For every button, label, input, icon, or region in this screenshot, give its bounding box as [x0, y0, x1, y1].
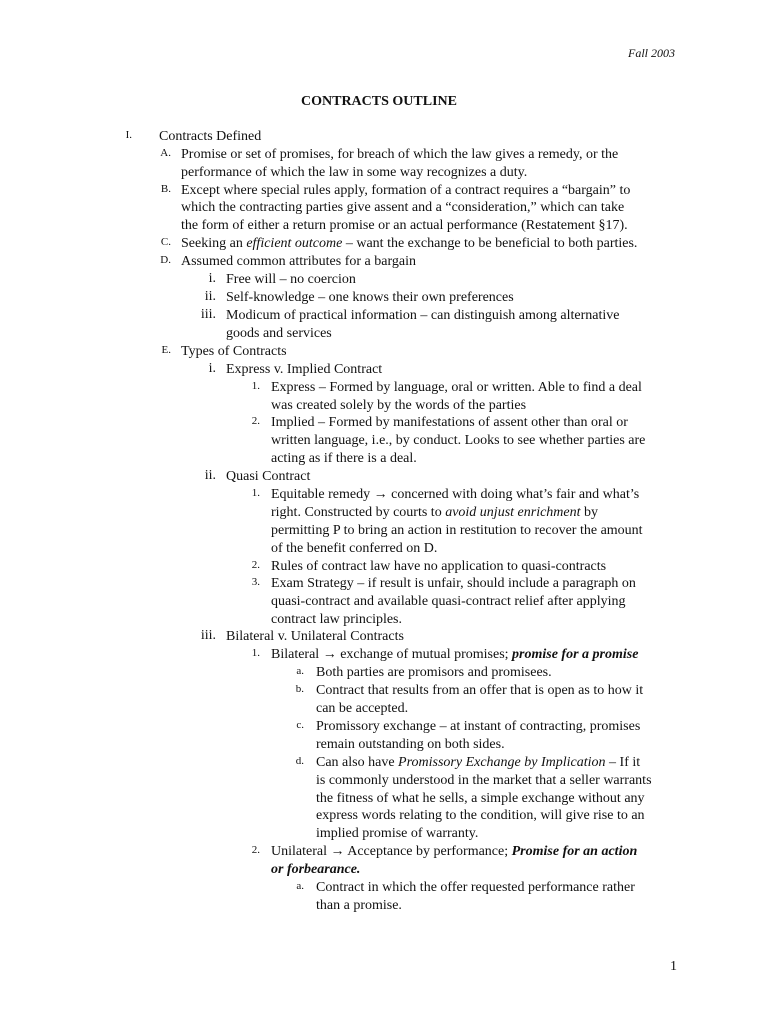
- outline-marker: ii.: [204, 468, 216, 483]
- outline-marker: 2.: [251, 844, 260, 856]
- outline-text: performance of which the law in some way recognizes a duty.: [181, 165, 528, 180]
- outline-text: Contracts Defined: [159, 129, 262, 144]
- outline-text: Rules of contract law have no application to quasi-contracts: [271, 559, 607, 574]
- outline-text: the form of either a return promise or an actual performance (Restatement §17).: [181, 218, 628, 233]
- outline-marker: a.: [296, 665, 304, 677]
- outline-text: Both parties are promisors and promisees.: [316, 665, 552, 680]
- outline-line: [226, 307, 619, 325]
- outline-text: – want the exchange to be beneficial to both parties.: [342, 236, 638, 251]
- outline-text: goods and services: [226, 326, 332, 341]
- outline-text: Quasi Contract: [226, 469, 311, 484]
- outline-text: Promissory exchange – at instant of contracting, promises: [316, 719, 641, 734]
- outline-text: Types of Contracts: [181, 344, 287, 359]
- outline-text: the fitness of what he sells, a simple exchange without any: [316, 791, 645, 806]
- outline-text: permitting P to bring an action in restitution to recover the amount: [271, 523, 643, 538]
- outline-marker: iii.: [200, 307, 216, 322]
- outline-line: [316, 754, 640, 772]
- outline-line: [316, 700, 408, 718]
- outline-text: Acceptance by performance;: [344, 844, 512, 859]
- outline-text: Contract that results from an offer that is open as to how it: [316, 683, 644, 698]
- outline-marker: E.: [161, 344, 171, 356]
- outline-text: right. Constructed by courts to: [271, 505, 446, 520]
- outline-text: remain outstanding on both sides.: [316, 737, 505, 752]
- arrow-icon: →: [322, 647, 337, 662]
- outline-line: [271, 611, 402, 629]
- outline-text: Contract in which the offer requested performance rather: [316, 880, 635, 895]
- outline-line: [316, 790, 645, 808]
- outline-line: [271, 379, 642, 397]
- outline-marker: iii.: [200, 628, 216, 643]
- outline-text: Seeking an: [181, 236, 247, 251]
- outline-text: Equitable remedy: [271, 487, 374, 502]
- outline-text: Assumed common attributes for a bargain: [181, 254, 416, 269]
- outline-marker: C.: [160, 236, 171, 248]
- emphasis-text: promise for a promise: [512, 647, 639, 662]
- outline-line: [181, 235, 637, 253]
- outline-text: was created solely by the words of the parties: [271, 398, 527, 413]
- outline-marker: B.: [160, 183, 171, 195]
- outline-line: [316, 664, 552, 682]
- outline-marker: a.: [296, 880, 304, 892]
- outline-line: [316, 772, 652, 790]
- outline-marker: D.: [160, 254, 171, 266]
- outline-text: – If it: [605, 755, 641, 770]
- outline-line: [271, 432, 645, 450]
- outline-marker: A.: [160, 147, 171, 159]
- outline-marker: 2.: [251, 559, 260, 571]
- outline-text: Implied – Formed by manifestations of assent other than oral or: [271, 415, 628, 430]
- outline-marker: 1.: [251, 487, 260, 499]
- outline-marker: 1.: [251, 647, 260, 659]
- outline-marker: I.: [125, 129, 132, 141]
- outline-line: [159, 128, 261, 146]
- outline-text: exchange of mutual promises;: [336, 647, 513, 662]
- outline-line: [316, 736, 505, 754]
- outline-text: contract law principles.: [271, 612, 403, 627]
- outline-line: [226, 271, 356, 289]
- outline-line: [271, 558, 606, 576]
- outline-line: [271, 843, 637, 861]
- emphasis-text: Promissory Exchange by Implication: [398, 755, 606, 770]
- outline-line: [226, 628, 404, 646]
- emphasis-text: Promise for an action: [511, 844, 638, 859]
- outline-line: [226, 325, 332, 343]
- outline-line: [316, 879, 635, 897]
- outline-text: Unilateral: [271, 844, 331, 859]
- outline-line: [226, 468, 310, 486]
- outline-line: [271, 646, 638, 664]
- outline-text: Express – Formed by language, oral or written. Able to find a deal: [271, 380, 642, 395]
- outline-text: quasi-contract and available quasi-contract relief after applying: [271, 594, 626, 609]
- outline-line: [316, 718, 640, 736]
- outline-line: [181, 199, 624, 217]
- outline-text: Except where special rules apply, formation of a contract requires a “bargain” to: [181, 183, 631, 198]
- outline-text: implied promise of warranty.: [316, 826, 479, 841]
- outline-line: [316, 682, 643, 700]
- outline-line: [181, 164, 527, 182]
- outline-line: [181, 253, 416, 271]
- outline-marker: 1.: [251, 380, 260, 392]
- outline-text: Modicum of practical information – can distinguish among alternative: [226, 308, 620, 323]
- outline-text: which the contracting parties give assent and a “consideration,” which can take: [181, 200, 625, 215]
- outline-text: can be accepted.: [316, 701, 409, 716]
- outline-line: [271, 450, 417, 468]
- outline-text: acting as if there is a deal.: [271, 451, 417, 466]
- outline-text: of the benefit conferred on D.: [271, 541, 438, 556]
- outline-line: [181, 182, 630, 200]
- outline-marker: 2.: [251, 415, 260, 427]
- outline-line: [271, 861, 360, 879]
- outline-text: Bilateral: [271, 647, 323, 662]
- outline-line: [271, 522, 643, 540]
- emphasis-text: efficient outcome: [246, 236, 343, 251]
- outline-text: written language, i.e., by conduct. Looks to see whether parties are: [271, 433, 646, 448]
- outline-line: [271, 414, 628, 432]
- outline-line: [226, 289, 514, 307]
- document-title: CONTRACTS OUTLINE: [301, 94, 457, 109]
- outline-line: [271, 540, 437, 558]
- outline-line: [181, 146, 618, 164]
- outline-marker: d.: [295, 755, 304, 767]
- outline-line: [271, 397, 526, 415]
- outline-line: [316, 825, 478, 843]
- outline-line: [181, 343, 287, 361]
- outline-marker: i.: [208, 361, 216, 376]
- outline-text: concerned with doing what’s fair and what’s: [387, 487, 640, 502]
- outline-line: [316, 897, 402, 915]
- outline-text: Free will – no coercion: [226, 272, 356, 287]
- outline-marker: c.: [296, 719, 304, 731]
- outline-marker: 3.: [251, 576, 260, 588]
- outline-text: Can also have: [316, 755, 399, 770]
- outline-text: Exam Strategy – if result is unfair, should include a paragraph on: [271, 576, 636, 591]
- outline-text: Promise or set of promises, for breach of which the law gives a remedy, or the: [181, 147, 619, 162]
- outline-line: [181, 217, 628, 235]
- outline-line: [271, 575, 636, 593]
- outline-marker: ii.: [204, 289, 216, 304]
- outline-text: than a promise.: [316, 898, 402, 913]
- outline-text: Self-knowledge – one knows their own preferences: [226, 290, 514, 305]
- term-label: Fall 2003: [628, 46, 675, 60]
- emphasis-text: avoid unjust enrichment: [445, 505, 581, 520]
- outline-line: [271, 486, 639, 504]
- outline-line: [271, 593, 626, 611]
- arrow-icon: →: [373, 487, 388, 502]
- arrow-icon: →: [330, 844, 345, 859]
- outline-text: by: [580, 505, 599, 520]
- emphasis-text: or forbearance.: [271, 862, 361, 877]
- outline-text: express words relating to the condition, will give rise to an: [316, 808, 645, 823]
- page-number: 1: [670, 959, 677, 974]
- outline-text: is commonly understood in the market that a seller warrants: [316, 773, 652, 788]
- outline-line: [271, 504, 598, 522]
- outline-text: Bilateral v. Unilateral Contracts: [226, 629, 404, 644]
- outline-marker: b.: [295, 683, 304, 695]
- outline-marker: i.: [208, 271, 216, 286]
- outline-line: [316, 807, 645, 825]
- outline-text: Express v. Implied Contract: [226, 362, 383, 377]
- outline-line: [226, 361, 382, 379]
